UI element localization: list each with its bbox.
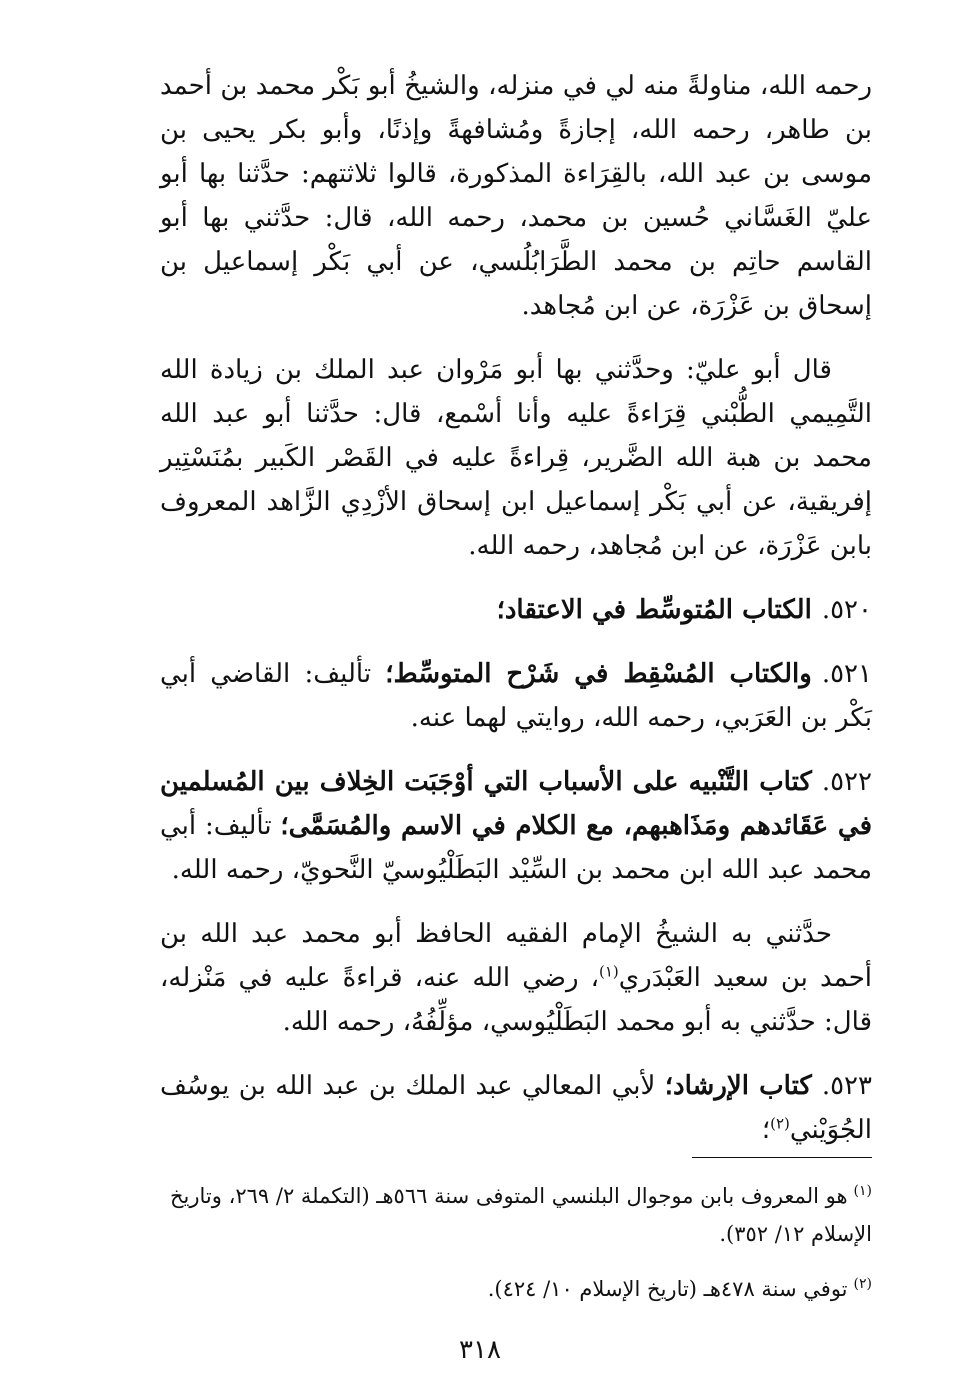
paragraph-isnad-2: قال أبو عليّ: وحدَّثني بها أبو مَرْوان عبد الملك بن زيادة الله التَّمِيمي الطُّبْني قِرَاءةً عليه وأنا أسْمع، قال: حدَّثنا أبو عبد الله محمد بن هبة الله الضَّرير، قِراءةً عليه في القَصْر الكَبير بمُنَسْتِير إفريقية، عن أبي بَكْر إسماعيل ابن إسحاق الأزْدِي الزَّاهد المعروف بابن عَزْرَة، عن ابن مُجاهد، رحمه الله. [160,355,872,561]
entry-522 [160,760,872,892]
footnote-2 [160,1265,872,1308]
entry-title: كتاب التَّنْبيه على الأسباب التي أوْجَبَت الخِلاف بين المُسلمين في عَقَائدهم ومَذَاهبهم، مع الكلام في الاسم والمُسَمَّى؛ [160,767,872,841]
entry-tail: ؛ [761,1115,771,1145]
entry-521 [160,652,872,740]
entry-text: لأبي المعالي عبد الملك بن عبد الله بن يوسُف الجُوَيْني [160,1071,872,1145]
entry-title: كتاب الإرشاد؛ [664,1071,812,1101]
footnotes [160,1172,872,1320]
footnote-ref-2[interactable]: (٢) [770,1114,790,1133]
entry-number: ٥٢١. [821,659,872,689]
entry-title: والكتاب المُسْقِط في شَرْح المتوسِّط؛ [385,659,812,689]
paragraph-isnad-1: رحمه الله، مناولةً منه لي في منزله، والشيخُ أبو بَكْر محمد بن أحمد بن طاهر، رحمه الله، إجازةً ومُشافهةً وإذنًا، وأبو بكر يحيى بن موسى بن عبد الله، بالقِرَاءة المذكورة، قالوا ثلاثتهم: حدَّثنا بها أبو عليّ الغَسَّاني حُسين بن محمد، رحمه الله، قال: حدَّثني بها أبو القاسم حاتِم بن محمد الطَّرَابُلُسي، عن أبي بَكْر إسماعيل بن إسحاق بن عَزْرَة، عن ابن مُجاهد. [160,71,872,321]
page-number: ٣١٨ [459,1335,501,1365]
footnote-1 [160,1172,872,1253]
footnote-divider [692,1157,872,1158]
entry-text: تأليف: أبي محمد عبد الله ابن محمد بن السِّيْد البَطَلْيُوسيّ النَّحويّ، رحمه الله. [160,811,872,885]
entry-title: الكتاب المُتوسِّط في الاعتقاد؛ [496,595,812,625]
isnad-text: حدَّثني به الشيخُ الإمام الفقيه الحافظ أبو محمد عبد الله بن أحمد بن سعيد العَبْدَري [160,919,872,993]
entry-523 [160,1064,872,1152]
isnad-text: ، رضي الله عنه، قراءةً عليه في مَنْزله، قال: حدَّثني به أبو محمد البَطَلْيُوسي، مؤلِّفُهُ، رحمه الله. [160,963,872,1037]
entry-520 [160,588,872,632]
footnote-mark: (١) [853,1183,872,1199]
footnote-text: توفي سنة ٤٧٨هـ (تاريخ الإسلام ١٠/ ٤٢٤). [487,1277,848,1301]
entry-text: تأليف: القاضي أبي بَكْر بن العَرَبي، رحمه الله، روايتي لهما عنه. [160,659,872,733]
footnote-mark: (٢) [853,1276,872,1292]
entry-number: ٥٢٠. [821,595,872,625]
entry-number: ٥٢٢. [821,767,872,797]
main-text [160,64,872,1152]
footnote-text: هو المعروف بابن موجوال البلنسي المتوفى سنة ٥٦٦هـ (التكملة ٢/ ٢٦٩، وتاريخ الإسلام ١٢/ ٣٥٢). [169,1184,872,1246]
paragraph-522-isnad [160,912,872,1044]
footnote-ref-1[interactable]: (١) [599,962,619,981]
entry-number: ٥٢٣. [821,1071,872,1101]
